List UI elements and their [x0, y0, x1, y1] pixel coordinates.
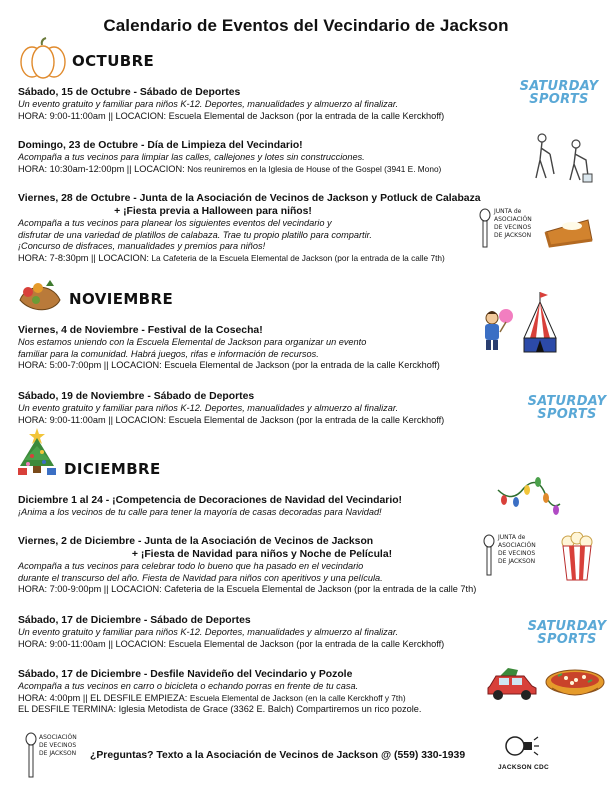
event-header: Diciembre 1 al 24 - ¡Competencia de Decoraciones de Navidad del Vecindario!: [18, 495, 403, 506]
jackson-association-logo: JUNTA de ASOCIACIÓN DE VECINOS DE JACKSON: [482, 530, 542, 582]
cornucopia-icon: [16, 278, 62, 318]
circus-tent-icon: [522, 290, 558, 356]
event-description: Acompaña a tus vecinos en carro o bicicleta o echando porras en frente de tu casa.: [18, 681, 359, 691]
christmas-tree-icon: [14, 426, 60, 478]
kid-cotton-candy-icon: [478, 306, 516, 354]
event-description: Un evento gratuito y familiar para niños K-12. Deportes, manualidades y almuerzo al finalizar.: [18, 403, 399, 413]
event-description: Un evento gratuito y familiar para niños K-12. Deportes, manualidades y almuerzo al finalizar.: [18, 627, 399, 637]
event-header: Viernes, 28 de Octubre - Junta de la Asociación de Vecinos de Jackson y Potluck de Calabaza: [18, 193, 481, 204]
event-description: disfrutar de una variedad de platillos de calabaza. Trae tu propio platillo para compartir.: [18, 229, 372, 240]
event-time: HORA: 10:30am-12:00pm || LOCACION: Nos reuniremos en la Iglesia de House of the Gospel (3941 E. Mono): [18, 163, 442, 174]
event-header: Viernes, 4 de Noviembre - Festival de la Cosecha!: [18, 325, 263, 336]
footer-question: ¿Preguntas? Texto a la Asociación de Vecinos de Jackson @ (559) 330-1939: [90, 750, 466, 761]
pozole-bowl-icon: [544, 666, 606, 702]
event-description: ¡Concurso de disfraces, manualidades y premios para niños!: [18, 241, 266, 252]
event-header: Sábado, 19 de Noviembre - Sábado de Deportes: [18, 391, 255, 402]
saturday-sports-logo: SATURDAY SPORTS: [527, 394, 607, 422]
pumpkin-pie-icon: [544, 214, 596, 250]
event-description: Acompaña a tus vecinos para celebrar todo lo bueno que ha pasado en el vecindario: [18, 561, 364, 571]
event-time: HORA: 9:00-11:00am || LOCACION: Escuela Elemental de Jackson (por la entrada de la calle Kerckhoff): [18, 110, 445, 121]
event-description: Acompaña a tus vecinos para limpiar las calles, callejones y lotes sin construcciones.: [18, 152, 365, 162]
red-car-icon: [486, 666, 540, 702]
popcorn-icon: [560, 532, 594, 582]
event-description: durante el transcurso del año. Fiesta de Navidad para niños con aperitivos y una película.: [18, 572, 383, 583]
event-header: Sábado, 17 de Diciembre - Sábado de Deportes: [18, 615, 251, 626]
event-dec-17-parade: [18, 668, 508, 716]
event-dec-1-24: [18, 494, 508, 519]
event-dec-17-sports: [18, 614, 508, 650]
event-time: HORA: 7-8:30pm || LOCACION: La Cafeteria de la Escuela Elemental de Jackson (por la entrada de la calle 7th): [18, 252, 445, 263]
lightbulb-icon: [504, 734, 540, 760]
event-time: HORA: 9:00-11:00am || LOCACION: Escuela Elemental de Jackson (por la entrada de la calle Kerckhoff): [18, 638, 445, 649]
event-header: Domingo, 23 de Octubre - Día de Limpieza del Vecindario!: [18, 140, 303, 151]
event-header: Sábado, 17 de Diciembre - Desfile Navideño del Vecindario y Pozole: [18, 669, 353, 680]
month-december: DICIEMBRE: [64, 460, 161, 478]
event-nov-19: [18, 390, 508, 426]
saturday-sports-logo: SATURDAY SPORTS: [519, 79, 599, 107]
event-dec-2: [18, 535, 508, 596]
jackson-cdc-logo-label: JACKSON CDC: [498, 764, 549, 771]
christmas-lights-icon: [494, 476, 564, 520]
event-description: Nos estamos uniendo con la Escuela Elemental de Jackson para organizar un evento: [18, 337, 367, 347]
month-november: NOVIEMBRE: [69, 290, 174, 308]
event-time: HORA: 5:00-7:00pm || LOCACION: Escuela Elemental de Jackson (por la entrada de la calle Kerckhoff): [18, 360, 440, 371]
jackson-association-logo: JUNTA de ASOCIACIÓN DE VECINOS DE JACKSON: [478, 204, 538, 254]
event-time: HORA: 9:00-11:00am || LOCACION: Escuela Elemental de Jackson (por la entrada de la calle Kerckhoff): [18, 414, 445, 425]
event-time: HORA: 4:00pm || EL DESFILE EMPIEZA: Escuela Elemental de Jackson (en la calle Kerckhoff y 7th): [18, 692, 406, 703]
event-oct-23: [18, 139, 508, 175]
event-oct-15: [18, 86, 508, 122]
lamp-post-icon: [24, 732, 38, 780]
event-description: familiar para la comunidad. Habrá juegos, rifas e información de recursos.: [18, 348, 319, 359]
event-time: EL DESFILE TERMINA: Iglesia Metodista de Grace (3362 E. Balch) Compartiremos un rico pozole.: [18, 704, 422, 715]
event-header: Sábado, 15 de Octubre - Sábado de Deportes: [18, 87, 241, 98]
saturday-sports-logo: SATURDAY SPORTS: [527, 619, 607, 647]
lamp-post-icon: [478, 208, 492, 250]
event-oct-28: [18, 192, 508, 264]
pumpkin-icon: [20, 37, 66, 79]
jackson-association-logo-footer: ASOCIACIÓN DE VECINOS DE JACKSON: [24, 730, 84, 782]
month-october: OCTUBRE: [72, 52, 155, 70]
event-time: HORA: 7:00-9:00pm || LOCACION: Cafeteria de la Escuela Elemental de Jackson (por la entrada de la calle 7th): [18, 584, 477, 595]
event-header: Viernes, 2 de Diciembre - Junta de la Asociación de Vecinos de Jackson: [18, 536, 374, 547]
event-subheader: + ¡Fiesta de Navidad para niños y Noche de Película!: [131, 549, 393, 560]
event-subheader: + ¡Fiesta previa a Halloween para niños!: [114, 206, 312, 217]
page-title: Calendario de Eventos del Vecindario de Jackson: [103, 16, 509, 35]
event-nov-4: [18, 324, 508, 372]
event-description: Acompaña a tus vecinos para planear los siguientes eventos del vecindario y: [18, 218, 332, 228]
cleanup-people-icon: [528, 130, 596, 184]
event-description: Un evento gratuito y familiar para niños K-12. Deportes, manualidades y almuerzo al finalizar.: [18, 99, 399, 109]
lamp-post-icon: [482, 534, 496, 578]
event-description: ¡Anima a los vecinos de tu calle para tener la mayoría de casas decoradas para Navidad!: [18, 507, 382, 517]
